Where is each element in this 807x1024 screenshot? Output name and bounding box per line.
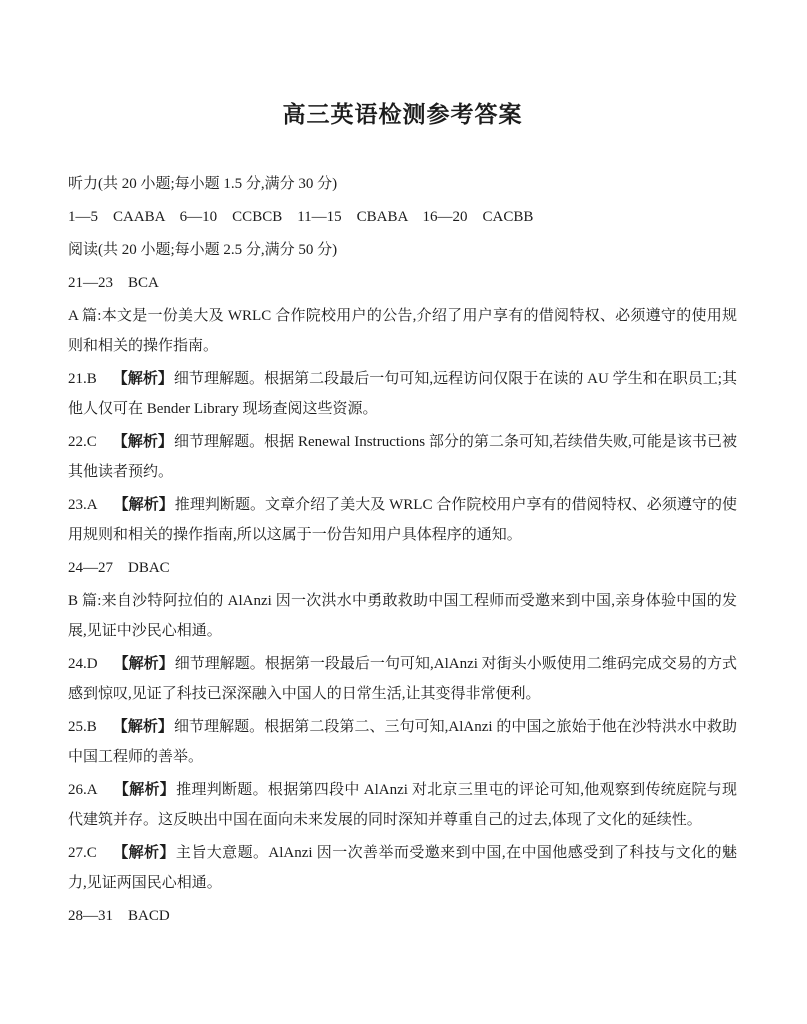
analysis-tag: 【解析】 — [113, 656, 174, 672]
question-answer-label: 27.C — [68, 845, 97, 861]
analysis-tag: 【解析】 — [112, 434, 173, 450]
explanation-item-23 — [68, 490, 737, 550]
explanation-item-22 — [68, 427, 737, 487]
explanation-text: 推理判断题。文章介绍了美大及 WRLC 合作院校用户享有的借阅特权、必须遵守的使用规则和相关的操作指南,所以这属于一份告知用户具体程序的通知。 — [68, 497, 737, 543]
explanation-item-26 — [68, 775, 737, 835]
passage-a-summary: A 篇:本文是一份美大及 WRLC 合作院校用户的公告,介绍了用户享有的借阅特权、必须遵守的使用规则和相关的操作指南。 — [68, 308, 737, 354]
explanation-text: 细节理解题。根据第二段最后一句可知,远程访问仅限于在读的 AU 学生和在职员工;其他人仅可在 Bender Library 现场查阅这些资源。 — [68, 371, 737, 417]
explanation-text: 主旨大意题。AlAnzi 因一次善举而受邀来到中国,在中国他感受到了科技与文化的魅力,见证两国民心相通。 — [68, 845, 737, 891]
analysis-tag: 【解析】 — [113, 782, 176, 798]
question-answer-label: 25.B — [68, 719, 97, 735]
listening-section-header: 听力(共 20 小题;每小题 1.5 分,满分 30 分) — [68, 176, 338, 192]
question-answer-label: 26.A — [68, 782, 98, 798]
explanation-item-25 — [68, 712, 737, 772]
page-title: 高三英语检测参考答案 — [282, 102, 523, 127]
question-answer-label: 24.D — [68, 656, 98, 672]
explanation-text: 推理判断题。根据第四段中 AlAnzi 对北京三里屯的评论可知,他观察到传统庭院与现代建筑并存。这反映出中国在面向未来发展的同时深知并尊重自己的过去,体现了文化的延续性。 — [68, 782, 737, 828]
question-answer-label: 21.B — [68, 371, 97, 387]
explanation-item-24 — [68, 649, 737, 709]
analysis-tag: 【解析】 — [112, 719, 173, 735]
listening-answers-line: 1—5 CAABA 6—10 CCBCB 11—15 CBABA 16—20 CACBB — [68, 209, 534, 225]
reading-group1-answers: 21—23 BCA — [68, 275, 159, 291]
analysis-tag: 【解析】 — [112, 845, 175, 861]
explanation-item-27 — [68, 838, 737, 898]
reading-section-header: 阅读(共 20 小题;每小题 2.5 分,满分 50 分) — [68, 242, 338, 258]
passage-b-summary: B 篇:来自沙特阿拉伯的 AlAnzi 因一次洪水中勇敢救助中国工程师而受邀来到中国,亲身体验中国的发展,见证中沙民心相通。 — [68, 593, 737, 639]
explanation-text: 细节理解题。根据第二段第二、三句可知,AlAnzi 的中国之旅始于他在沙特洪水中救助中国工程师的善举。 — [68, 719, 737, 765]
explanation-text: 细节理解题。根据第一段最后一句可知,AlAnzi 对街头小贩使用二维码完成交易的方式感到惊叹,见证了科技已深深融入中国人的日常生活,让其变得非常便利。 — [68, 656, 737, 702]
analysis-tag: 【解析】 — [112, 371, 173, 387]
reading-group3-answers: 28—31 BACD — [68, 908, 170, 924]
explanation-text: 细节理解题。根据 Renewal Instructions 部分的第二条可知,若续借失败,可能是该书已被其他读者预约。 — [68, 434, 737, 480]
question-answer-label: 23.A — [68, 497, 98, 513]
question-answer-label: 22.C — [68, 434, 97, 450]
analysis-tag: 【解析】 — [113, 497, 174, 513]
explanation-item-21 — [68, 364, 737, 424]
reading-group2-answers: 24—27 DBAC — [68, 560, 170, 576]
